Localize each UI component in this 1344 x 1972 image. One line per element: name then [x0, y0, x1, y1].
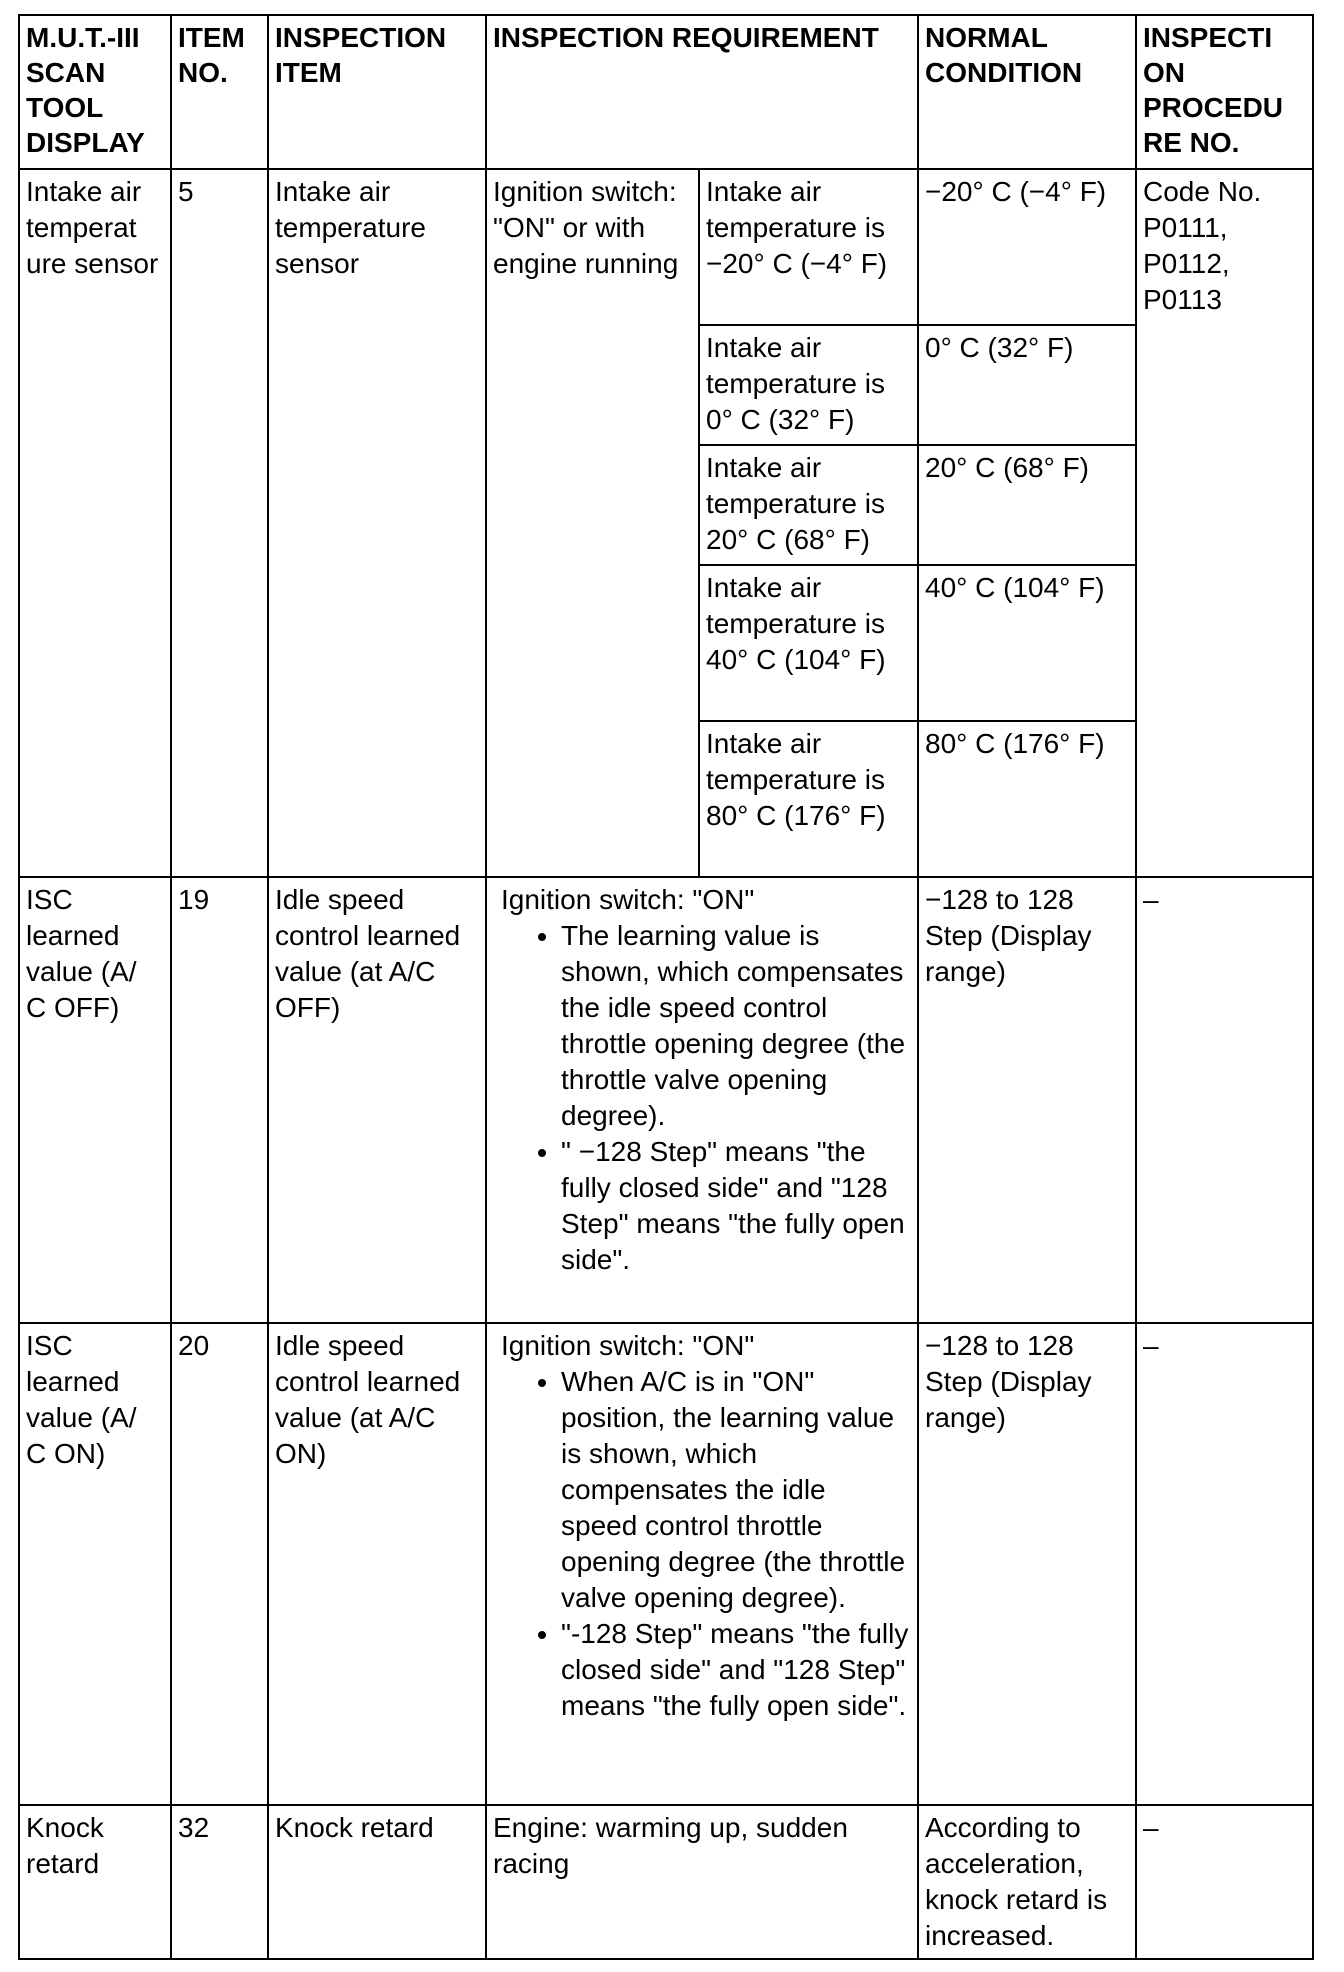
header-normal-condition: NORMAL CONDITION	[918, 15, 1136, 169]
cell-requirement-isc-on	[486, 1323, 918, 1805]
cell-normal-5: 80° C (176° F)	[918, 721, 1136, 877]
cell-item-knock: Knock retard	[268, 1805, 486, 1959]
cell-sub-condition-1: Intake air temperature is −20° C (−4° F)	[699, 169, 918, 325]
cell-item-isc-off: Idle speed control learned value (at A/C OFF)	[268, 877, 486, 1323]
requirement-bullet-list	[493, 1364, 909, 1724]
cell-display-intake: Intake air temperat ure sensor	[19, 169, 171, 877]
list-item: • "-128 Step" means "the fully closed side" and "128 Step" means "the fully open side".	[561, 1616, 909, 1724]
cell-procedure-knock: –	[1136, 1805, 1313, 1959]
cell-item-isc-on: Idle speed control learned value (at A/C ON)	[268, 1323, 486, 1805]
cell-normal-3: 20° C (68° F)	[918, 445, 1136, 565]
cell-procedure-isc-on: –	[1136, 1323, 1313, 1805]
cell-item-no-isc-off: 19	[171, 877, 268, 1323]
cell-requirement-isc-off	[486, 877, 918, 1323]
header-item-no: ITEM NO.	[171, 15, 268, 169]
inspection-document	[18, 14, 1312, 1958]
header-inspection-requirement: INSPECTION REQUIREMENT	[486, 15, 918, 169]
cell-requirement-intake: Ignition switch: "ON" or with engine running	[486, 169, 699, 877]
list-item: • When A/C is in "ON" position, the learning value is shown, which compensates the idle speed control throttle opening degree (the throttle valve opening degree).	[561, 1364, 909, 1616]
header-row	[19, 15, 1313, 169]
requirement-bullet-list	[493, 918, 909, 1278]
header-inspection-procedure-no: INSPECTI ON PROCEDU RE NO.	[1136, 15, 1313, 169]
requirement-heading: Ignition switch: "ON"	[501, 1330, 755, 1361]
list-item: • The learning value is shown, which compensates the idle speed control throttle opening degree (the throttle valve opening degree).	[561, 918, 909, 1134]
cell-normal-1: −20° C (−4° F)	[918, 169, 1136, 325]
table-row	[19, 1805, 1313, 1959]
table-row	[19, 169, 1313, 325]
cell-normal-isc-off: −128 to 128 Step (Display range)	[918, 877, 1136, 1323]
cell-sub-condition-5: Intake air temperature is 80° C (176° F)	[699, 721, 918, 877]
table-row	[19, 877, 1313, 1323]
cell-sub-condition-4: Intake air temperature is 40° C (104° F)	[699, 565, 918, 721]
cell-display-knock: Knock retard	[19, 1805, 171, 1959]
cell-item-intake: Intake air temperature sensor	[268, 169, 486, 877]
cell-item-no-knock: 32	[171, 1805, 268, 1959]
cell-procedure-isc-off: –	[1136, 877, 1313, 1323]
cell-procedure-intake: Code No. P0111, P0112, P0113	[1136, 169, 1313, 877]
cell-requirement-knock: Engine: warming up, sudden racing	[486, 1805, 918, 1959]
cell-normal-4: 40° C (104° F)	[918, 565, 1136, 721]
table-row	[19, 1323, 1313, 1805]
cell-item-no-isc-on: 20	[171, 1323, 268, 1805]
list-item: • " −128 Step" means "the fully closed side" and "128 Step" means "the fully open side".	[561, 1134, 909, 1278]
header-inspection-item: INSPECTION ITEM	[268, 15, 486, 169]
cell-display-isc-off: ISC learned value (A/ C OFF)	[19, 877, 171, 1323]
cell-normal-2: 0° C (32° F)	[918, 325, 1136, 445]
cell-sub-condition-3: Intake air temperature is 20° C (68° F)	[699, 445, 918, 565]
cell-display-isc-on: ISC learned value (A/ C ON)	[19, 1323, 171, 1805]
cell-sub-condition-2: Intake air temperature is 0° C (32° F)	[699, 325, 918, 445]
inspection-table	[18, 14, 1314, 1960]
requirement-heading: Ignition switch: "ON"	[501, 884, 755, 915]
cell-normal-isc-on: −128 to 128 Step (Display range)	[918, 1323, 1136, 1805]
header-scan-tool-display: M.U.T.-III SCAN TOOL DISPLAY	[19, 15, 171, 169]
cell-normal-knock: According to acceleration, knock retard is increased.	[918, 1805, 1136, 1959]
cell-item-no-intake: 5	[171, 169, 268, 877]
